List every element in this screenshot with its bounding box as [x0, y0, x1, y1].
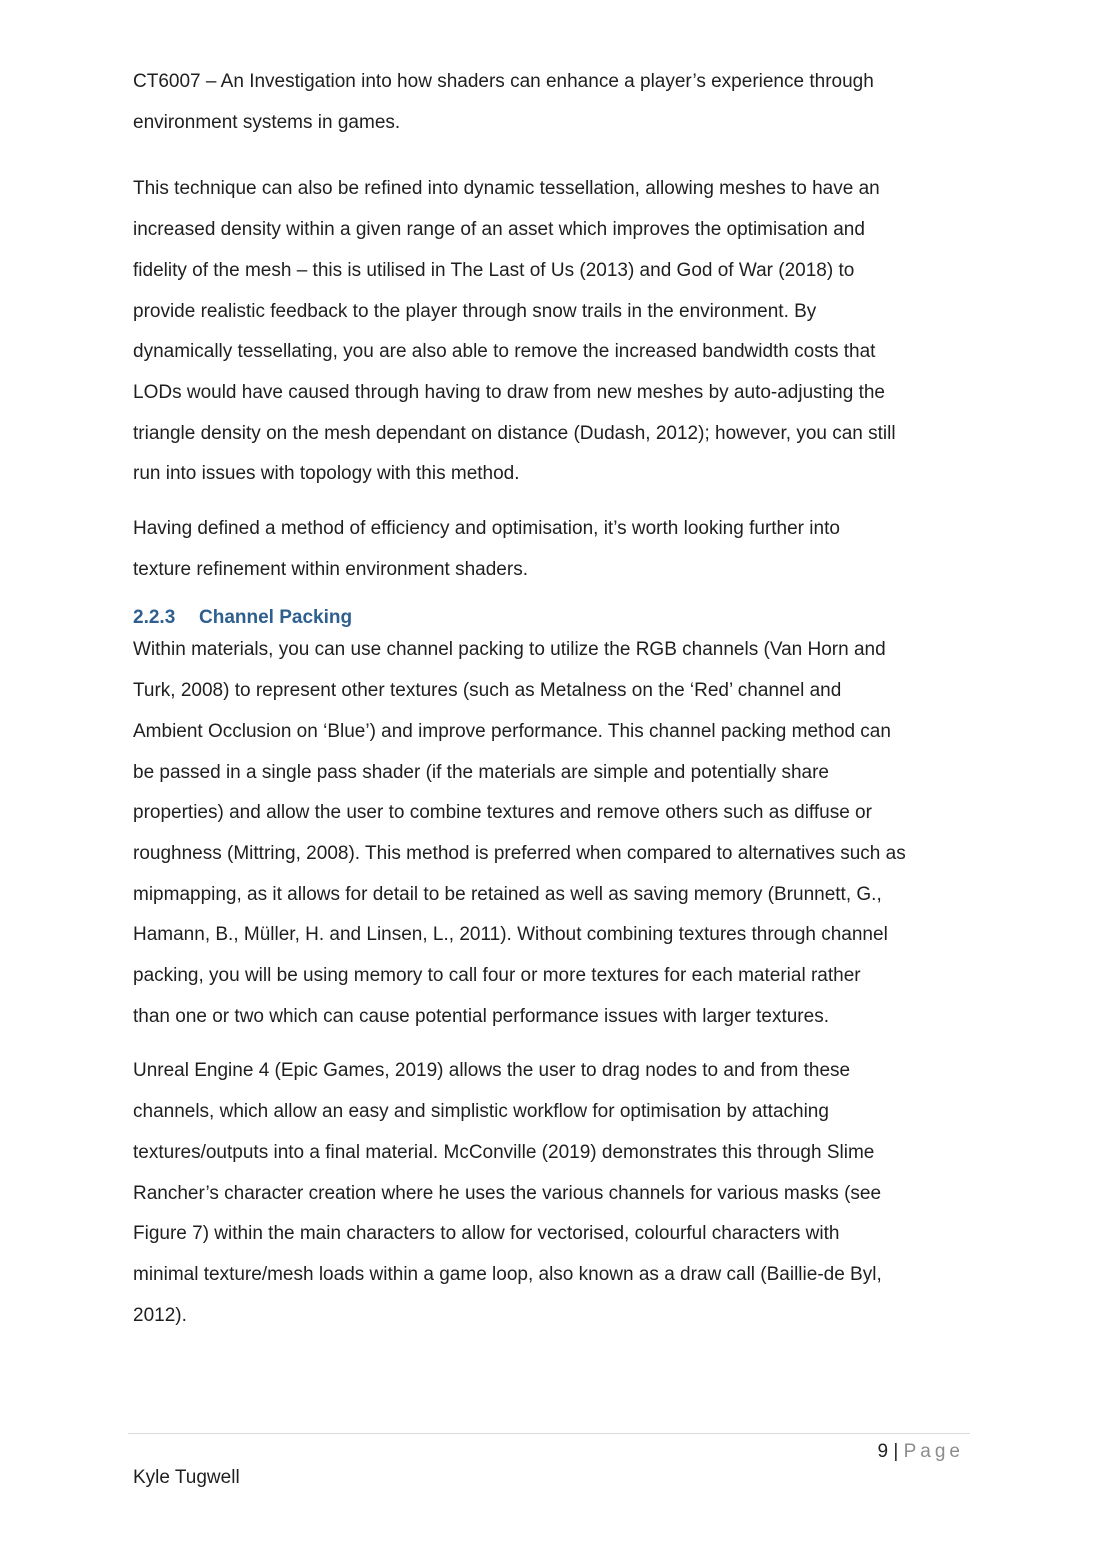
text-line: Turk, 2008) to represent other textures (such as Metalness on the ‘Red’ channel and — [133, 680, 842, 702]
text-line: Hamann, B., Müller, H. and Linsen, L., 2011). Without combining textures through channel — [133, 924, 888, 946]
paragraph-transition — [133, 509, 973, 590]
text-line: texture refinement within environment shaders. — [133, 558, 528, 580]
page-number — [878, 1440, 964, 1464]
text-line: run into issues with topology with this method. — [133, 463, 520, 485]
text-line: channels, which allow an easy and simplistic workflow for optimisation by attaching — [133, 1101, 829, 1123]
paragraph-channel-packing — [133, 630, 973, 1037]
text-line: than one or two which can cause potential performance issues with larger textures. — [133, 1005, 829, 1027]
text-line: properties) and allow the user to combine textures and remove others such as diffuse or — [133, 802, 872, 824]
header-line: CT6007 – An Investigation into how shaders can enhance a player’s experience through — [133, 71, 874, 92]
text-line: fidelity of the mesh – this is utilised in The Last of Us (2013) and God of War (2018) to — [133, 259, 855, 281]
page-number-value: 9 — [877, 1441, 889, 1462]
paragraph-unreal-engine — [133, 1051, 973, 1336]
text-line: This technique can also be refined into dynamic tessellation, allowing meshes to have an — [133, 178, 880, 200]
section-title: Channel Packing — [199, 607, 353, 629]
text-line: provide realistic feedback to the player through snow trails in the environment. By — [133, 300, 817, 322]
document-header — [133, 62, 973, 143]
text-line: Within materials, you can use channel packing to utilize the RGB channels (Van Horn and — [133, 639, 886, 661]
text-line: triangle density on the mesh dependant on distance (Dudash, 2012); however, you can still — [133, 422, 896, 444]
paragraph-tessellation — [133, 169, 973, 495]
section-number: 2.2.3 — [133, 607, 176, 629]
text-line: mipmapping, as it allows for detail to be retained as well as saving memory (Brunnett, G., — [133, 883, 882, 905]
text-line: Rancher’s character creation where he uses the various channels for various masks (see — [133, 1182, 882, 1204]
footer-divider — [128, 1433, 970, 1434]
page-number-separator: | — [893, 1441, 899, 1462]
text-line: Figure 7) within the main characters to allow for vectorised, colourful characters with — [133, 1223, 840, 1245]
text-line: textures/outputs into a final material. McConville (2019) demonstrates this through Slime — [133, 1141, 875, 1163]
page-number-label: Page — [903, 1441, 964, 1462]
document-body — [133, 62, 973, 1350]
header-line: environment systems in games. — [133, 111, 401, 133]
text-line: minimal texture/mesh loads within a game loop, also known as a draw call (Baillie-de Byl, — [133, 1263, 882, 1285]
text-line: 2012). — [133, 1304, 187, 1326]
text-line: LODs would have caused through having to draw from new meshes by auto-adjusting the — [133, 381, 885, 403]
text-line: be passed in a single pass shader (if the materials are simple and potentially share — [133, 761, 829, 783]
text-line: increased density within a given range of an asset which improves the optimisation and — [133, 219, 865, 241]
text-line: Having defined a method of efficiency and optimisation, it’s worth looking further into — [133, 518, 840, 540]
section-heading — [133, 604, 973, 632]
text-line: Unreal Engine 4 (Epic Games, 2019) allows the user to drag nodes to and from these — [133, 1060, 851, 1082]
text-line: dynamically tessellating, you are also able to remove the increased bandwidth costs that — [133, 341, 876, 363]
text-line: packing, you will be using memory to call four or more textures for each material rather — [133, 965, 861, 987]
text-line: Ambient Occlusion on ‘Blue’) and improve performance. This channel packing method can — [133, 720, 891, 742]
author-name: Kyle Tugwell — [133, 1467, 240, 1488]
text-line: roughness (Mittring, 2008). This method is preferred when compared to alternatives such as — [133, 842, 906, 864]
